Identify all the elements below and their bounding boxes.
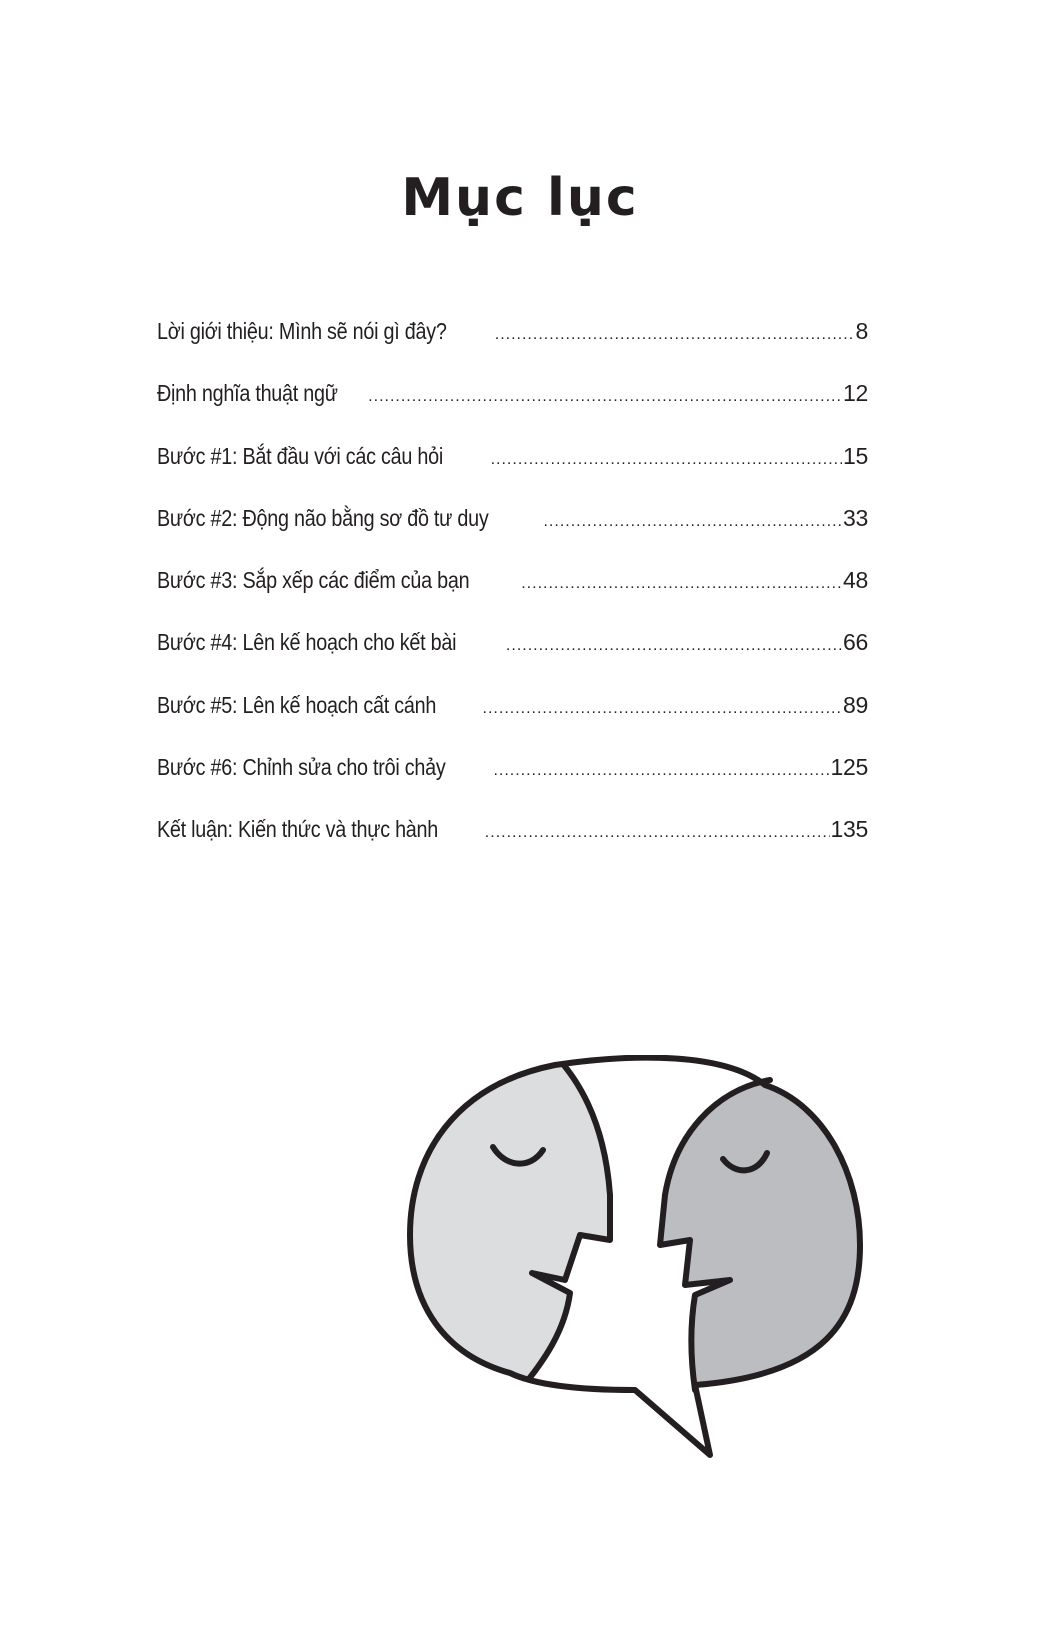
- dot-leader: [493, 762, 829, 780]
- dot-leader: [485, 824, 830, 842]
- toc-entry[interactable]: [157, 629, 868, 691]
- toc-entry[interactable]: [157, 754, 868, 816]
- toc-entry[interactable]: [157, 443, 868, 505]
- toc-entry[interactable]: [157, 816, 868, 878]
- table-of-contents: [157, 318, 868, 879]
- toc-entry[interactable]: [157, 505, 868, 567]
- toc-page-number: 135: [830, 816, 868, 843]
- toc-entry[interactable]: [157, 380, 868, 442]
- dot-leader: [483, 700, 842, 718]
- toc-entry-title: Định nghĩa thuật ngữ: [157, 380, 338, 407]
- page-title: Mục lục: [401, 168, 639, 228]
- toc-page-number: 15: [843, 442, 868, 469]
- toc-page-number: 66: [843, 629, 868, 656]
- toc-entry-title: Bước #2: Động não bằng sơ đồ tư duy: [157, 504, 489, 531]
- toc-page-number: 89: [843, 691, 868, 718]
- toc-entry[interactable]: [157, 692, 868, 754]
- toc-entry-title: Kết luận: Kiến thức và thực hành: [157, 816, 439, 843]
- dot-leader: [491, 451, 842, 469]
- toc-page-number: 125: [830, 754, 868, 781]
- dot-leader: [521, 575, 842, 593]
- toc-entry-title: Bước #1: Bắt đầu với các câu hỏi: [157, 442, 444, 469]
- toc-page-number: 33: [843, 504, 868, 531]
- dot-leader: [495, 326, 855, 344]
- two-faces-speech-bubble-icon: [405, 1055, 880, 1465]
- toc-entry[interactable]: [157, 567, 868, 629]
- toc-entry-title: Lời giới thiệu: Mình sẽ nói gì đây?: [157, 318, 447, 344]
- toc-entry-title: Bước #5: Lên kế hoạch cất cánh: [157, 691, 437, 718]
- toc-entry-title: Bước #4: Lên kế hoạch cho kết bài: [157, 629, 457, 656]
- toc-page-number: 12: [843, 380, 868, 407]
- dot-leader: [506, 637, 842, 655]
- toc-page-number: 48: [843, 567, 868, 594]
- dot-leader: [368, 388, 842, 406]
- toc-entry-title: Bước #3: Sắp xếp các điểm của bạn: [157, 567, 470, 594]
- toc-entry-title: Bước #6: Chỉnh sửa cho trôi chảy: [157, 754, 446, 781]
- toc-page-number: 8: [855, 318, 868, 344]
- dot-leader: [543, 513, 842, 531]
- toc-entry[interactable]: [157, 318, 868, 380]
